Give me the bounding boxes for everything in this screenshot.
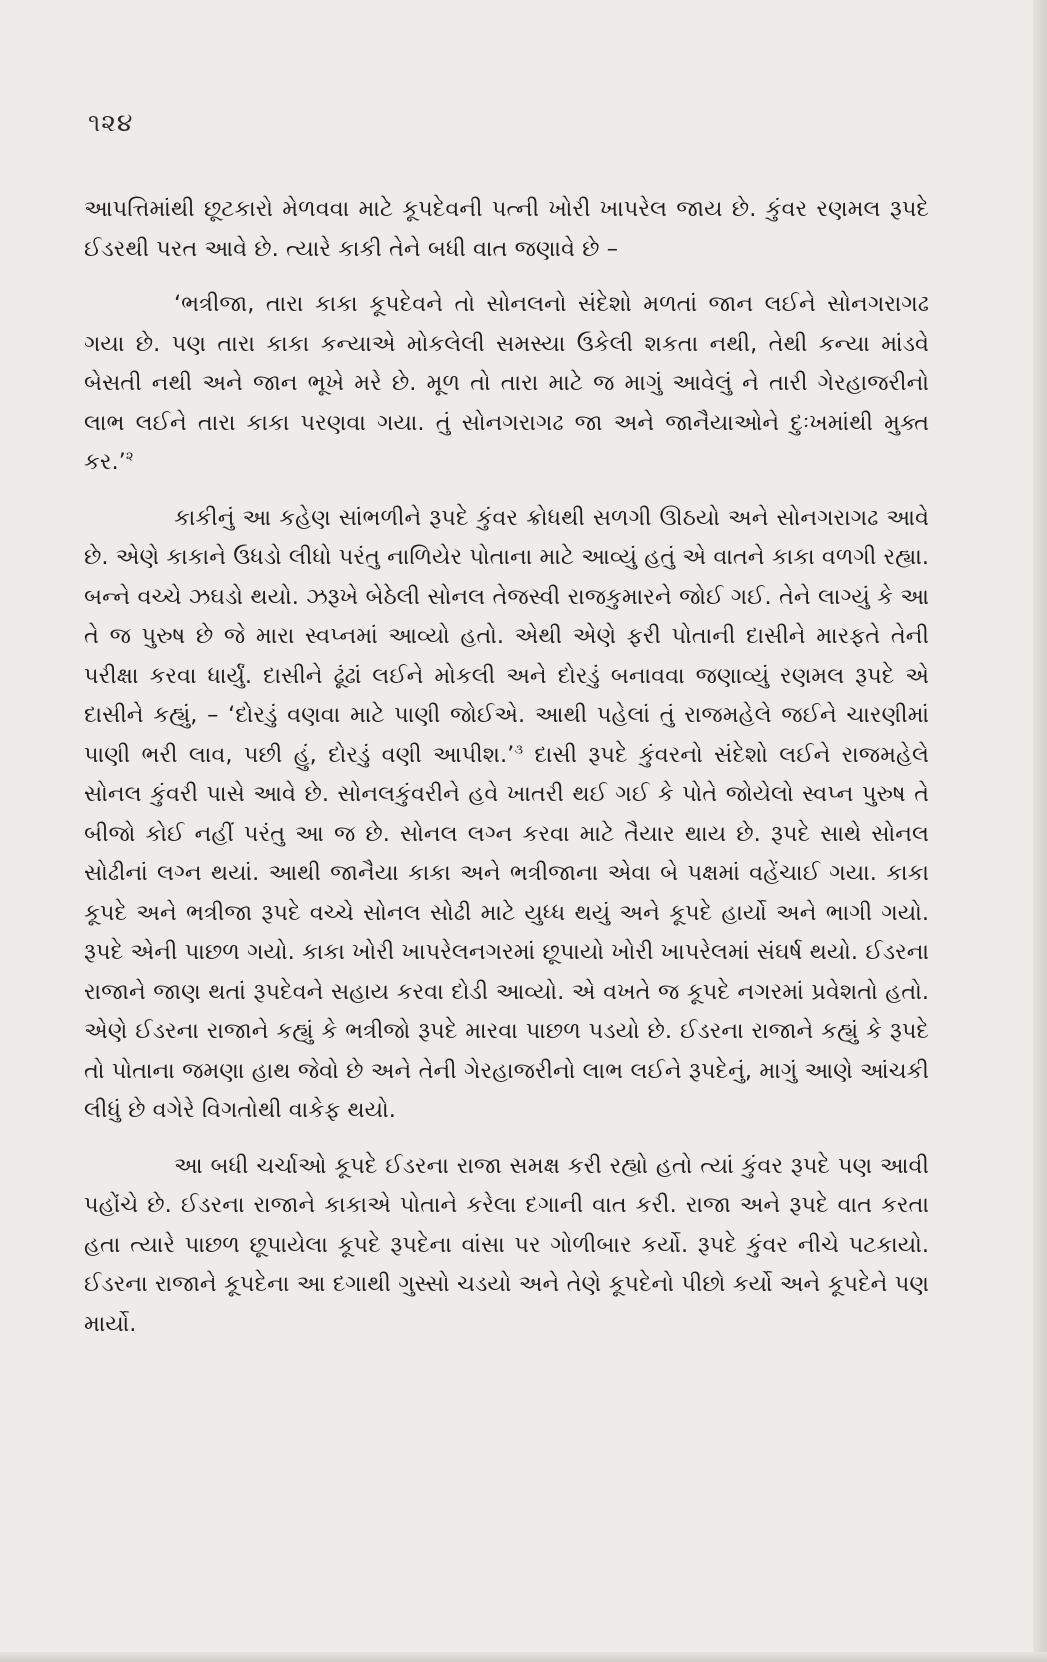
page-right-edge <box>1033 0 1047 1662</box>
paragraph-3-text-continued: દાસી રૂપદે કુંવરનો સંદેશો લઈને રાજમહેલે સોનલ કુંવરી પાસે આવે છે. સોનલકુંવરીને હવે ખાતરી થઈ ગઈ કે પોતે જોયેલો સ્વપ્ન પુરુષ તે બીજો કોઈ નહીં પરંતુ આ જ છે. સોનલ લગ્ન કરવા માટે તૈયાર થાય છે. રૂપદે સાથે સોનલ સોઢીનાં લગ્ન થયાં. આથી જાનૈયા કાકા અને ભત્રીજાના એવા બે પક્ષમાં વહેંચાઈ ગયા. કાકા કૂપદે અને ભત્રીજા રૂપદે વચ્ચે સોનલ સોઢી માટે યુધ્ધ થયું અને કૂપદે હાર્યો અને ભાગી ગયો. રૂપદે એની પાછળ ગયો. કાકા ખોરી ખાપરેલનગરમાં છૂપાયો ખોરી ખાપરેલમાં સંઘર્ષ થયો. ઈડરના રાજાને જાણ થતાં રૂપદેવને સહાય કરવા દોડી આવ્યો. એ વખતે જ કૂપદે નગરમાં પ્રવેશતો હતો. એણે ઈડરના રાજાને કહ્યું કે ભત્રીજો રૂપદે મારવા પાછળ પડયો છે. ઈડરના રાજાને કહ્યું કે રૂપદે તો પોતાના જમણા હાથ જેવો છે અને તેની ગેરહાજરીનો લાભ લઈને રૂપદેનું, માગું આણે આંચકી લીધું છે વગેરે વિગતોથી વાકેફ થયો. <box>84 741 929 1123</box>
paragraph-2-text: ‘ભત્રીજા, તારા કાકા કૂપદેવને તો સોનલનો સંદેશો મળતાં જાન લઈને સોનગરાગઢ ગયા છે. પણ તારા કાકા કન્યાએ મોકલેલી સમસ્યા ઉકેલી શકતા નથી, તેથી કન્યા માંડવે બેસતી નથી અને જાન ભૂખે મરે છે. મૂળ તો તારા માટે જ માગું આવેલું ને તારી ગેરહાજરીનો લાભ લઈને તારા કાકા પરણવા ગયા. તું સોનગરાગઢ જા અને જાનૈયાઓને દુઃખમાંથી મુક્ત કર.’ <box>84 291 929 475</box>
paragraph-1 <box>84 190 929 269</box>
paragraph-3-text: કાકીનું આ કહેણ સાંભળીને રૂપદે કુંવર ક્રોધથી સળગી ઊઠયો અને સોનગરાગઢ આવે છે. એણે કાકાને ઉધડો લીધો પરંતુ નાળિયેર પોતાના માટે આવ્યું હતું એ વાતને કાકા વળગી રહ્યા. બન્ને વચ્ચે ઝઘડો થયો. ઝરૂખે બેઠેલી સોનલ તેજસ્વી રાજકુમારને જોઈ ગઈ. તેને લાગ્યું કે આ તે જ પુરુષ છે જે મારા સ્વપ્નમાં આવ્યો હતો. એથી એણે ફરી પોતાની દાસીને મારફતે તેની પરીક્ષા કરવા ધાર્યું. દાસીને ઢૂંઢાં લઈને મોકલી અને દોરડું બનાવવા જણાવ્યું રણમલ રૂપદે એ દાસીને કહ્યું, – ‘દોરડું વણવા માટે પાણી જોઈએ. આથી પહેલાં તું રાજમહેલે જઈને ચારણીમાં પાણી ભરી લાવ, પછી હું, દોરડું વણી આપીશ.’ <box>84 504 929 768</box>
page-number: ૧૨૪ <box>88 108 134 137</box>
paragraph-2 <box>84 285 929 483</box>
page-bottom-edge <box>0 1652 1047 1662</box>
paragraph-3 <box>84 499 929 1131</box>
paragraph-4 <box>84 1147 929 1345</box>
paragraph-1-text: આપત્તિમાંથી છૂટકારો મેળવવા માટે કૂપદેવની પત્ની ખોરી ખાપરેલ જાય છે. કુંવર રણમલ રૂપદે ઈડરથી પરત આવે છે. ત્યારે કાકી તેને બધી વાત જણાવે છે – <box>84 196 929 262</box>
page-body <box>84 190 929 1344</box>
paragraph-4-text: આ બધી ચર્ચાઓ કૂપદે ઈડરના રાજા સમક્ષ કરી રહ્યો હતો ત્યાં કુંવર રૂપદે પણ આવી પહોંચે છે. ઈડરના રાજાને કાકાએ પોતાને કરેલા દગાની વાત કરી. રાજા અને રૂપદે વાત કરતા હતા ત્યારે પાછળ છૂપાયેલા કૂપદે રૂપદેના વાંસા પર ગોળીબાર કર્યો. રૂપદે કુંવર નીચે પટકાયો. ઈડરના રાજાને કૂપદેના આ દગાથી ગુસ્સો ચડયો અને તેણે કૂપદેનો પીછો કર્યો અને કૂપદેને પણ માર્યો. <box>84 1152 929 1337</box>
footnote-marker-3: ૩ <box>514 742 523 757</box>
footnote-marker-2: ૨ <box>125 449 134 465</box>
